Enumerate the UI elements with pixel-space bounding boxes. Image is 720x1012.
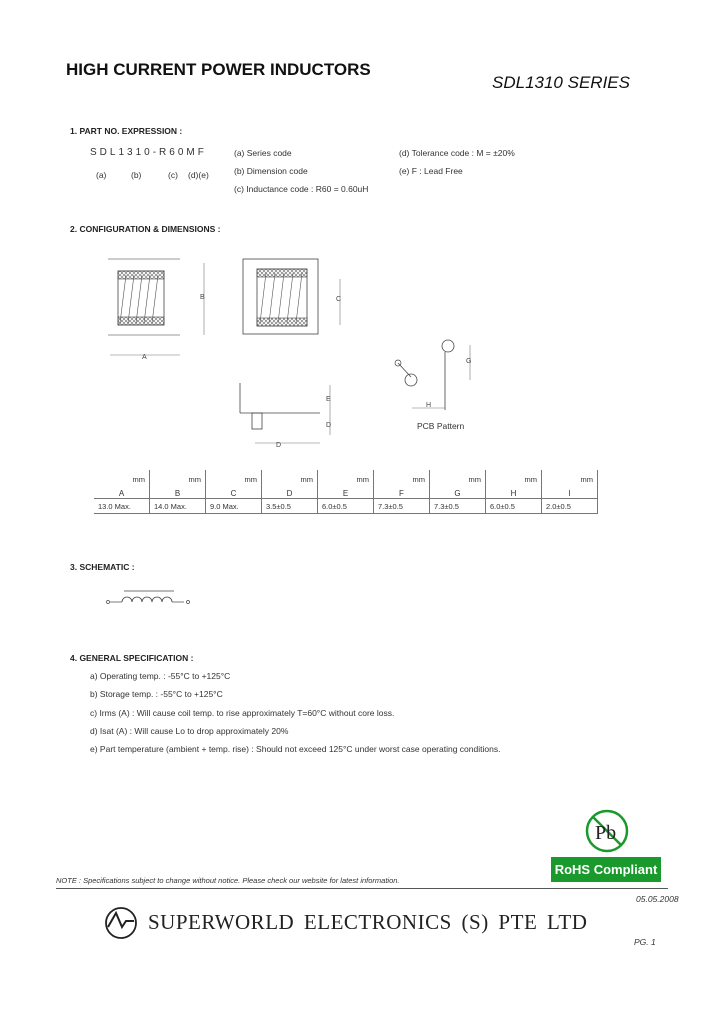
header-d: D [262,484,318,499]
value-a: 13.0 Max. [94,499,150,514]
value-c: 9.0 Max. [206,499,262,514]
section1-heading: 1. PART NO. EXPRESSION : [70,126,183,136]
header-c: C [206,484,262,499]
spec-storage-temp: b) Storage temp. : -55°C to +125°C [90,689,223,699]
value-e: 6.0±0.5 [318,499,374,514]
code-a: (a) Series code [234,148,292,158]
part-number: SDL1310-R60MF [90,147,207,158]
unit-b: mm [150,470,206,484]
code-c: (c) Inductance code : R60 = 0.60uH [234,184,369,194]
header-h: H [486,484,542,499]
bottom-view [240,383,331,449]
marker-de: (d)(e) [188,170,209,180]
footer-divider [56,888,668,889]
pcb-pattern-drawing [395,340,471,410]
svg-text:D: D [276,442,282,449]
header-f: F [374,484,430,499]
value-b: 14.0 Max. [150,499,206,514]
footer-date: 05.05.2008 [636,894,679,904]
series-name: SDL1310 SERIES [492,73,630,92]
value-g: 7.3±0.5 [430,499,486,514]
value-h: 6.0±0.5 [486,499,542,514]
pb-free-icon [584,808,630,854]
front-view [108,259,205,361]
section3-heading: 3. SCHEMATIC : [70,562,135,572]
unit-f: mm [374,470,430,484]
side-view [243,259,341,334]
svg-text:H: H [426,402,432,409]
header-e: E [318,484,374,499]
value-i: 2.0±0.5 [542,499,598,514]
pb-text: Pb [595,822,617,844]
value-d: 3.5±0.5 [262,499,318,514]
marker-a: (a) [96,170,107,180]
company-name: SUPERWORLD ELECTRONICS (S) PTE LTD [148,910,588,934]
company-logo-icon [103,905,139,941]
svg-text:E: E [326,396,331,403]
pcb-pattern-label: PCB Pattern [417,421,465,431]
spec-irms: c) Irms (A) : Will cause coil temp. to rise approximately T=60°C without core loss. [90,708,395,718]
spec-isat: d) Isat (A) : Will cause Lo to drop approximately 20% [90,726,289,736]
dimension-drawings [100,255,490,449]
unit-h: mm [486,470,542,484]
page-number: PG. 1 [634,937,656,947]
spec-part-temp: e) Part temperature (ambient + temp. rise) : Should not exceed 125°C under worst case operating conditions. [90,744,501,754]
schematic-drawing [104,588,194,612]
code-b: (b) Dimension code [234,166,308,176]
page-title: HIGH CURRENT POWER INDUCTORS [66,60,371,79]
svg-text:C: C [336,296,342,303]
svg-text:D: D [326,422,332,429]
code-e: (e) F : Lead Free [399,166,463,176]
section4-heading: 4. GENERAL SPECIFICATION : [70,653,194,663]
value-f: 7.3±0.5 [374,499,430,514]
header-i: I [542,484,598,499]
rohs-badge: RoHS Compliant [551,857,661,882]
header-b: B [150,484,206,499]
unit-g: mm [430,470,486,484]
header-g: G [430,484,486,499]
unit-a: mm [132,475,145,484]
unit-c: mm [206,470,262,484]
header-a: A [118,489,125,498]
section2-heading: 2. CONFIGURATION & DIMENSIONS : [70,224,221,234]
unit-d: mm [262,470,318,484]
dimension-table [94,470,598,514]
marker-c: (c) [168,170,178,180]
footer-note: NOTE : Specifications subject to change without notice. Please check our website for latest information. [56,876,400,885]
svg-text:B: B [200,294,205,301]
svg-text:G: G [466,358,472,365]
svg-text:A: A [142,354,147,361]
spec-operating-temp: a) Operating temp. : -55°C to +125°C [90,671,231,681]
unit-i: mm [542,470,598,484]
code-d: (d) Tolerance code : M = ±20% [399,148,515,158]
marker-b: (b) [131,170,142,180]
unit-e: mm [318,470,374,484]
